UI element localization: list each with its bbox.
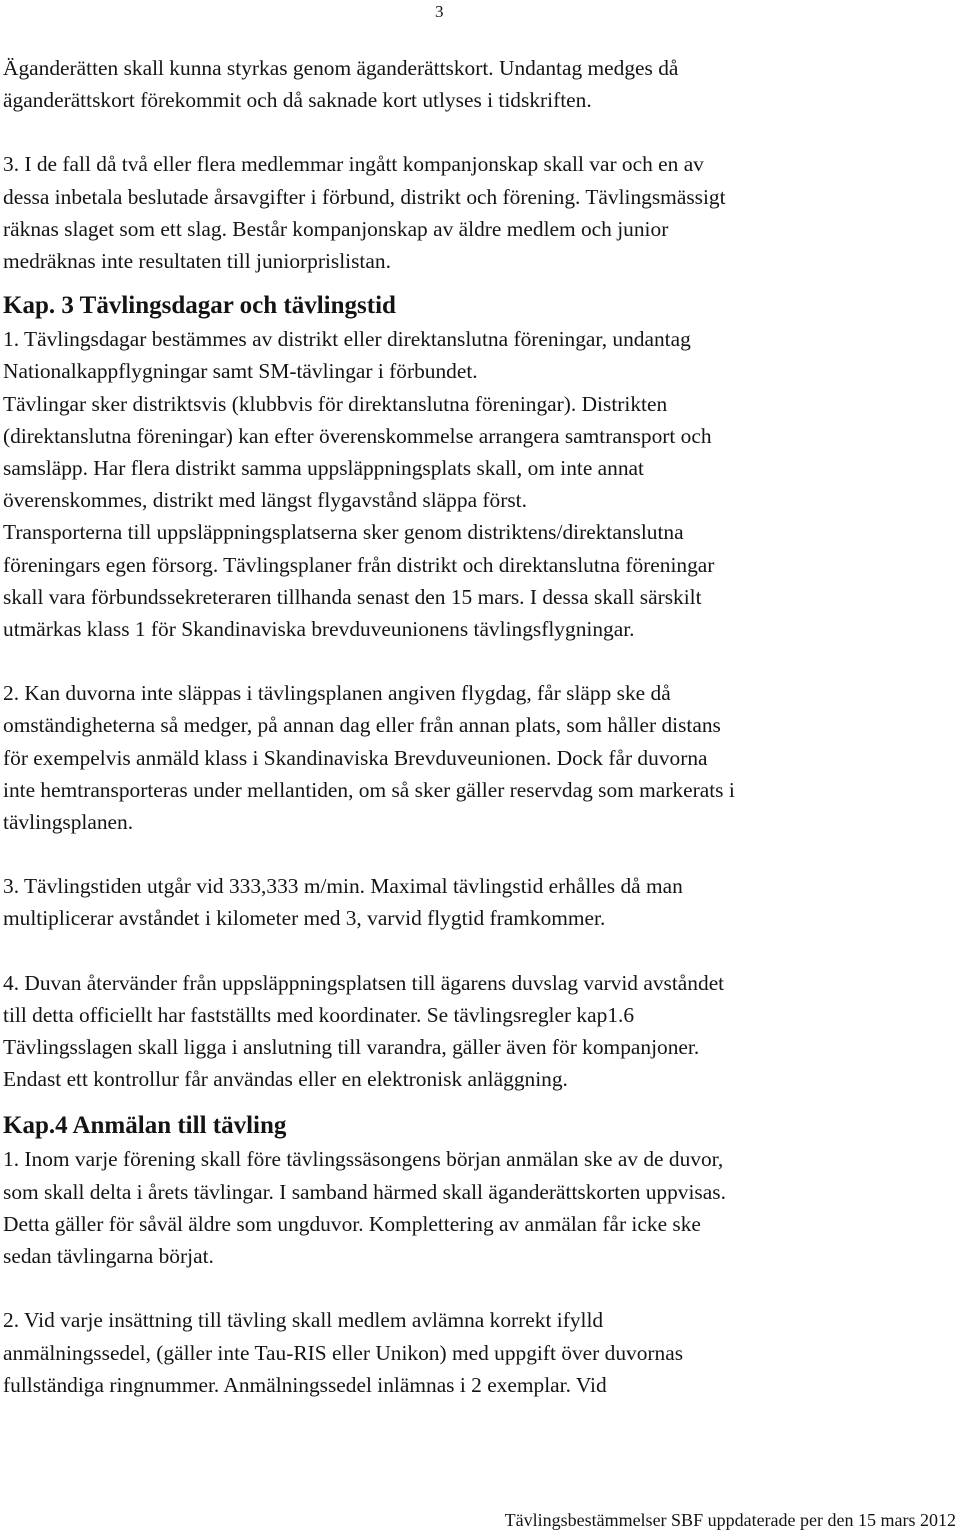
- paragraph: [3, 1304, 960, 1401]
- text-line: medräknas inte resultaten till juniorprislistan.: [3, 249, 391, 274]
- text-line: för exempelvis anmäld klass i Skandinaviska Brevduveunionen. Dock får duvorna: [3, 745, 708, 770]
- paragraph: [3, 148, 960, 277]
- text-line: dessa inbetala beslutade årsavgifter i förbund, distrikt och förening. Tävlingsmässigt: [3, 184, 726, 209]
- text-line: räknas slaget som ett slag. Består kompanjonskap av äldre medlem och junior: [3, 216, 669, 241]
- text-line: Tävlingsslagen skall ligga i anslutning till varandra, gäller även för kompanjoner.: [3, 1035, 700, 1060]
- document-body: [3, 52, 960, 1401]
- paragraph: [3, 870, 960, 934]
- text-line: samsläpp. Har flera distrikt samma uppsläppningsplats skall, om inte annat: [3, 456, 644, 481]
- text-line: 2. Kan duvorna inte släppas i tävlingsplanen angiven flygdag, får släpp ske då: [3, 681, 671, 706]
- text-line: överenskommes, distrikt med längst flygavstånd släppa först.: [3, 488, 527, 513]
- text-line: 1. Tävlingsdagar bestämmes av distrikt eller direktanslutna föreningar, undantag: [3, 327, 691, 352]
- text-line: utmärkas klass 1 för Skandinaviska brevduveunionens tävlingsflygningar.: [3, 617, 635, 642]
- paragraph-gap: [3, 935, 960, 967]
- paragraph-gap: [3, 645, 960, 677]
- text-line: Detta gäller för såväl äldre som ungduvor. Komplettering av anmälan får icke ske: [3, 1211, 701, 1236]
- text-line: Nationalkappflygningar samt SM-tävlingar i förbundet.: [3, 359, 478, 384]
- paragraph-gap: [3, 1272, 960, 1304]
- text-line: anmälningssedel, (gäller inte Tau-RIS eller Unikon) med uppgift över duvornas: [3, 1340, 684, 1365]
- paragraph: [3, 677, 960, 838]
- text-line: (direktanslutna föreningar) kan efter överenskommelse arrangera samtransport och: [3, 423, 712, 448]
- text-line: som skall delta i årets tävlingar. I samband härmed skall äganderättskorten uppvisas.: [3, 1179, 726, 1204]
- text-line: 4. Duvan återvänder från uppsläppningsplatsen till ägarens duvslag varvid avståndet: [3, 970, 725, 995]
- text-line: 2. Vid varje insättning till tävling skall medlem avlämna korrekt ifylld: [3, 1308, 604, 1333]
- chapter-heading: Kap. 3 Tävlingsdagar och tävlingstid: [3, 292, 396, 320]
- paragraph: [3, 1143, 960, 1272]
- page-footer: Tävlingsbestämmelser SBF uppdaterade per den 15 mars 2012: [504, 1510, 956, 1530]
- text-line: multiplicerar avståndet i kilometer med 3, varvid flygtid framkommer.: [3, 906, 606, 931]
- text-line: omständigheterna så medger, på annan dag eller från annan plats, som håller distans: [3, 713, 721, 738]
- text-line: äganderättskort förekommit och då saknade kort utlyses i tidskriften.: [3, 88, 592, 113]
- text-line: 1. Inom varje förening skall före tävlingssäsongens början anmälan ske av de duvor,: [3, 1147, 724, 1172]
- paragraph: [3, 52, 960, 116]
- text-line: inte hemtransporteras under mellantiden, om så sker gäller reservdag som markerats i: [3, 777, 735, 802]
- text-line: tävlingsplanen.: [3, 810, 134, 835]
- page-number: 3: [435, 2, 444, 21]
- text-line: Transporterna till uppsläppningsplatserna sker genom distriktens/direktanslutna: [3, 520, 684, 545]
- text-line: 3. Tävlingstiden utgår vid 333,333 m/min. Maximal tävlingstid erhålles då man: [3, 874, 683, 899]
- chapter-heading: Kap.4 Anmälan till tävling: [3, 1112, 287, 1140]
- text-line: föreningars egen försorg. Tävlingsplaner från distrikt och direktanslutna föreningar: [3, 552, 715, 577]
- paragraph-gap: [3, 838, 960, 870]
- paragraph: [3, 967, 960, 1096]
- text-line: Tävlingar sker distriktsvis (klubbvis för direktanslutna föreningar). Distrikten: [3, 391, 668, 416]
- text-line: sedan tävlingarna börjat.: [3, 1244, 214, 1269]
- text-line: Endast ett kontrollur får användas eller en elektronisk anläggning.: [3, 1067, 568, 1092]
- paragraph: [3, 323, 960, 645]
- text-line: Äganderätten skall kunna styrkas genom äganderättskort. Undantag medges då: [3, 56, 679, 80]
- text-line: skall vara förbundssekreteraren tillhanda senast den 15 mars. I dessa skall särskilt: [3, 584, 702, 609]
- paragraph-gap: [3, 116, 960, 148]
- text-line: 3. I de fall då två eller flera medlemmar ingått kompanjonskap skall var och en av: [3, 152, 704, 177]
- text-line: fullständiga ringnummer. Anmälningssedel inlämnas i 2 exemplar. Vid: [3, 1372, 607, 1397]
- text-line: till detta officiellt har fastställts med koordinater. Se tävlingsregler kap1.6: [3, 1002, 635, 1027]
